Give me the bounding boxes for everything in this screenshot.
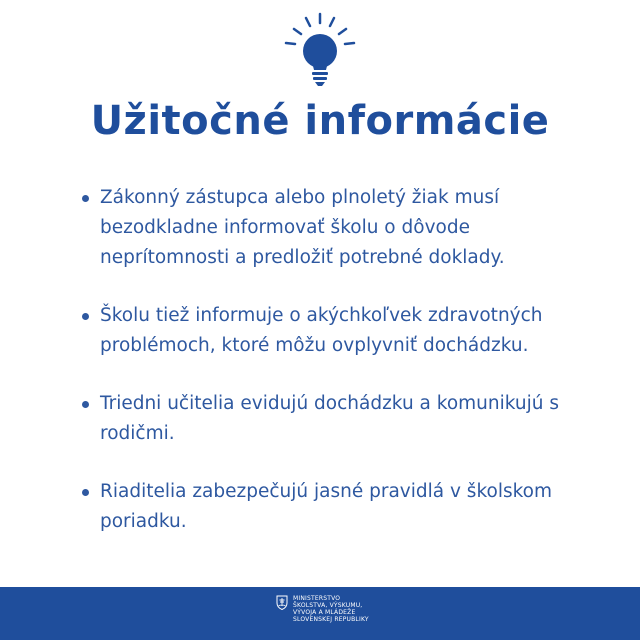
list-item [0, 477, 640, 537]
lightbulb-icon [280, 10, 360, 90]
page-title: Užitočné informácie [90, 98, 550, 144]
list-item [0, 183, 640, 273]
slovak-crest-icon [276, 595, 288, 610]
ministry-line: MINISTERSTVO [293, 595, 341, 602]
ministry-line: VÝVOJA A MLÁDEŽE [293, 609, 356, 616]
ministry-logo [276, 595, 369, 623]
ministry-name [293, 595, 369, 623]
list-item-text: Zákonný zástupca alebo plnoletý žiak musí bezodkladne informovať školu o dôvode neprítomnosti a predložiť potrebné doklady. [100, 187, 505, 268]
ministry-line: ŠKOLSTVA, VÝSKUMU, [293, 602, 363, 609]
ministry-line: SLOVENSKEJ REPUBLIKY [293, 616, 369, 623]
bullet-dot [82, 401, 89, 408]
list-item-text: Triedni učitelia evidujú dochádzku a komunikujú s rodičmi. [100, 393, 560, 444]
list-item [0, 301, 640, 361]
bullet-dot [82, 313, 89, 320]
list-item [0, 389, 640, 449]
info-list [0, 183, 640, 565]
bullet-dot [82, 195, 89, 202]
bullet-dot [82, 489, 89, 496]
footer-bar [0, 587, 640, 640]
list-item-text: Riaditelia zabezpečujú jasné pravidlá v školskom poriadku. [100, 481, 552, 532]
list-item-text: Školu tiež informuje o akýchkoľvek zdravotných problémoch, ktoré môžu ovplyvniť dochádzku. [100, 305, 543, 356]
